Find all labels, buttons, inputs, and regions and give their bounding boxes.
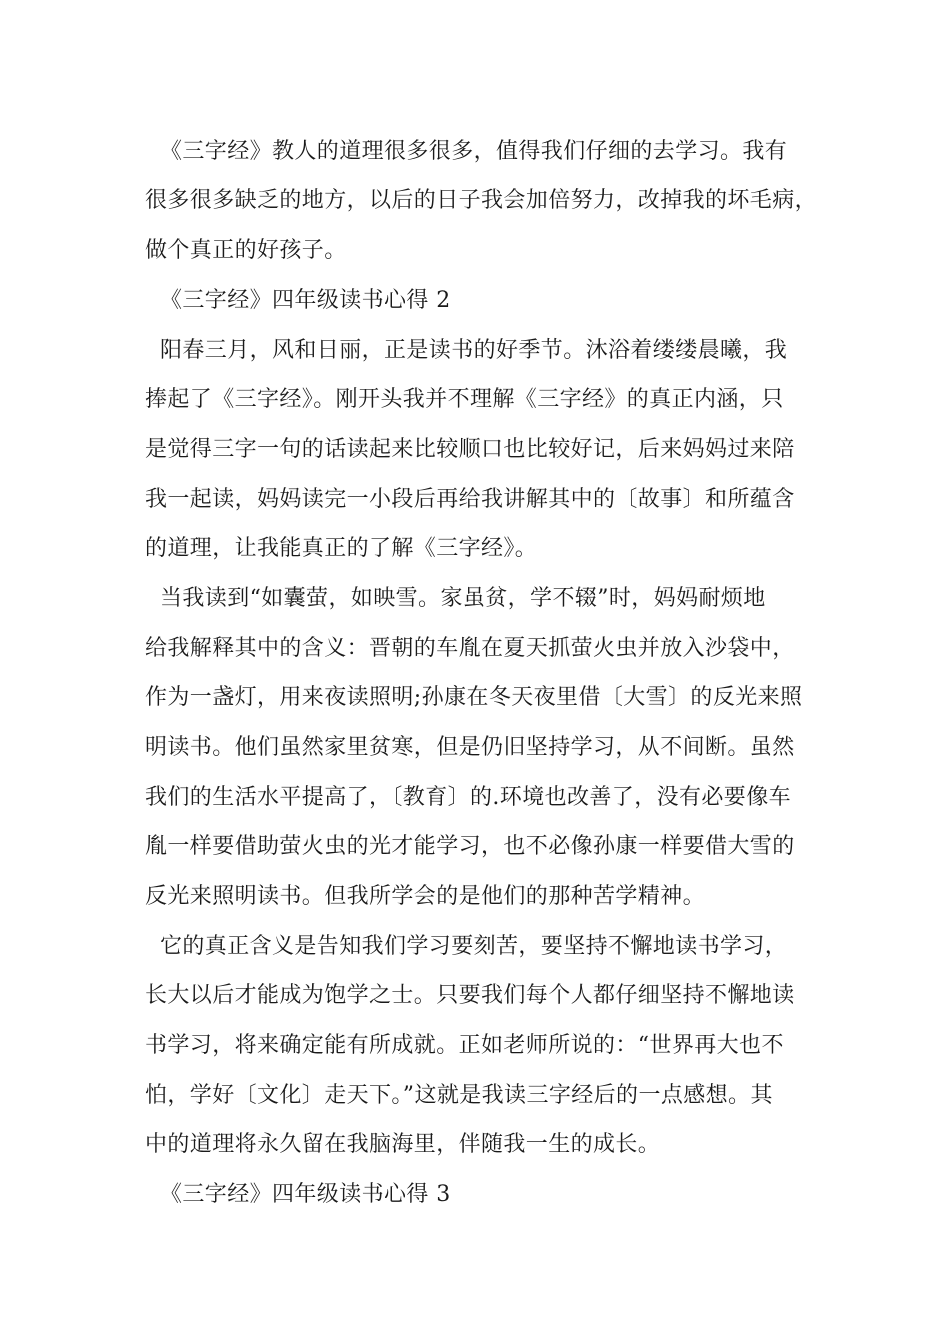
paragraph-3-line-2: 给我解释其中的含义：晋朝的车胤在夏天抓萤火虫并放入沙袋中， bbox=[145, 636, 795, 661]
paragraph-4-line-2: 长大以后才能成为饱学之士。只要我们每个人都仔细坚持不懈地读 bbox=[145, 983, 795, 1008]
paragraph-2-line-5: 的道理，让我能真正的了解《三字经》。 bbox=[145, 536, 538, 561]
paragraph-4-line-1: 它的真正含义是告知我们学习要刻苦，要坚持不懈地读书学习， bbox=[160, 934, 788, 959]
paragraph-3-line-1: 当我读到“如囊萤，如映雪。家虽贫，学不辍”时，妈妈耐烦地 bbox=[160, 586, 766, 611]
paragraph-4-line-5: 中的道理将永久留在我脑海里，伴随我一生的成长。 bbox=[145, 1132, 661, 1157]
section-heading-3: 《三字经》四年级读书心得 3 bbox=[160, 1182, 451, 1207]
paragraph-4-line-3: 书学习，将来确定能有所成就。正如老师所说的：“世界再大也不 bbox=[145, 1033, 784, 1058]
paragraph-2-line-2: 捧起了《三字经》。刚开头我并不理解《三字经》的真正内涵，只 bbox=[145, 387, 784, 412]
paragraph-1-line-2: 很多很多缺乏的地方，以后的日子我会加倍努力，改掉我的坏毛病， bbox=[145, 188, 818, 213]
paragraph-2-line-3: 是觉得三字一句的话读起来比较顺口也比较好记，后来妈妈过来陪 bbox=[145, 437, 795, 462]
paragraph-3-line-6: 胤一样要借助萤火虫的光才能学习，也不必像孙康一样要借大雪的 bbox=[145, 834, 795, 859]
paragraph-1-line-1: 《三字经》教人的道理很多很多，值得我们仔细的去学习。我有 bbox=[160, 139, 788, 164]
paragraph-1-line-3: 做个真正的好孩子。 bbox=[145, 238, 347, 263]
section-heading-2: 《三字经》四年级读书心得 2 bbox=[160, 288, 451, 313]
paragraph-3-line-5: 我们的生活水平提高了，〔教育〕的.环境也改善了，没有必要像车 bbox=[145, 785, 791, 810]
paragraph-3-line-4: 明读书。他们虽然家里贫寒，但是仍旧坚持学习，从不间断。虽然 bbox=[145, 735, 795, 760]
paragraph-2-line-4: 我一起读，妈妈读完一小段后再给我讲解其中的〔故事〕和所蕴含 bbox=[145, 487, 795, 512]
paragraph-2-line-1: 阳春三月，风和日丽，正是读书的好季节。沐浴着缕缕晨曦，我 bbox=[160, 338, 788, 363]
paragraph-4-line-4: 怕，学好〔文化〕走天下。”这就是我读三字经后的一点感想。其 bbox=[145, 1083, 773, 1108]
paragraph-3-line-7: 反光来照明读书。但我所学会的是他们的那种苦学精神。 bbox=[145, 884, 706, 909]
paragraph-3-line-3: 作为一盏灯，用来夜读照明;孙康在冬天夜里借〔大雪〕的反光来照 bbox=[145, 685, 803, 710]
